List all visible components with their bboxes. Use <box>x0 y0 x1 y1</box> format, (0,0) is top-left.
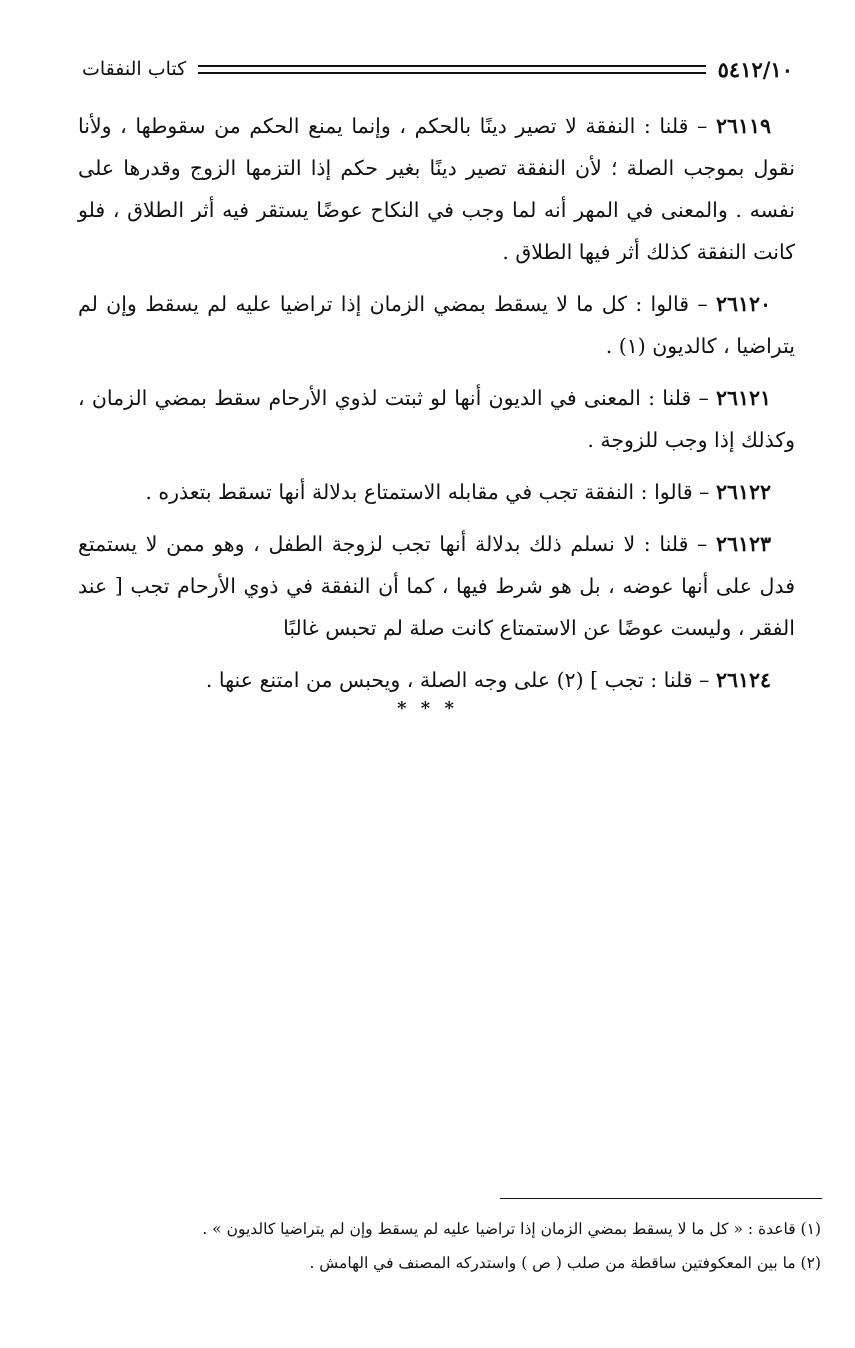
paragraph-26119 <box>78 105 795 273</box>
paragraph-number: ٢٦١٢٢ <box>715 480 771 504</box>
footnote-rule <box>500 1198 822 1199</box>
paragraph-text: – قلنا : المعنى في الديون أنها لو ثبتت لذوي الأرحام سقط بمضي الزمان ، وكذلك إذا وجب للزوجة . <box>78 386 795 452</box>
paragraph-text: – قلنا : النفقة لا تصير دينًا بالحكم ، وإنما يمنع الحكم من سقوطها ، ولأنا نقول بموجب الصلة ؛ لأن النفقة تصير دينًا بغير حكم إذا التزمها الزوج وقدرها على نفسه . والمعنى في المهر أنه لما وجب في النكاح عوضًا يستقر فيه أثر الطلاق ، فلو كانت النفقة كذلك أثر فيها الطلاق . <box>78 114 795 264</box>
paragraph-26124 <box>78 659 795 701</box>
paragraph-number: ٢٦١٢١ <box>715 386 771 410</box>
footnotes <box>90 1212 821 1280</box>
paragraph-text: – قلنا : تجب ] (٢) على وجه الصلة ، ويحبس من امتنع عنها . <box>205 668 716 692</box>
paragraph-text: – قلنا : لا نسلم ذلك بدلالة أنها تجب لزوجة الطفل ، وهو ممن لا يستمتع فدل على أنها عوضه ، بل هو شرط فيها ، كما أن النفقة في ذوي الأرحام تجب [ عند الفقر ، وليست عوضًا عن الاستمتاع كانت صلة لم تحبس غالبًا <box>78 532 795 640</box>
paragraph-number: ٢٦١٢٣ <box>715 532 771 556</box>
paragraph-26122 <box>78 471 795 513</box>
page-header <box>82 52 793 86</box>
paragraph-26121 <box>78 377 795 461</box>
header-rule <box>198 65 705 74</box>
paragraph-26123 <box>78 523 795 649</box>
paragraph-text: – قالوا : كل ما لا يسقط بمضي الزمان إذا تراضيا عليه لم يسقط وإن لم يتراضيا ، كالديون (١) . <box>78 292 795 358</box>
paragraph-number: ٢٦١١٩ <box>715 114 771 138</box>
body-text <box>78 105 795 711</box>
paragraph-number: ٢٦١٢٠ <box>715 292 771 316</box>
footnote-2: (٢) ما بين المعكوفتين ساقطة من صلب ( ص ) واستدركه المصنف في الهامش . <box>309 1254 821 1272</box>
paragraph-26120 <box>78 283 795 367</box>
paragraph-text: – قالوا : النفقة تجب في مقابله الاستمتاع بدلالة أنها تسقط بتعذره . <box>145 480 716 504</box>
footnote-1: (١) قاعدة : « كل ما لا يسقط بمضي الزمان إذا تراضيا عليه لم يسقط وإن لم يتراضيا كالديون » . <box>202 1220 821 1238</box>
section-separator: * * * <box>397 698 458 719</box>
page-reference: ٥٤١٢/١٠ <box>717 56 793 82</box>
paragraph-number: ٢٦١٢٤ <box>715 668 771 692</box>
running-title: كتاب النفقات <box>82 58 187 80</box>
